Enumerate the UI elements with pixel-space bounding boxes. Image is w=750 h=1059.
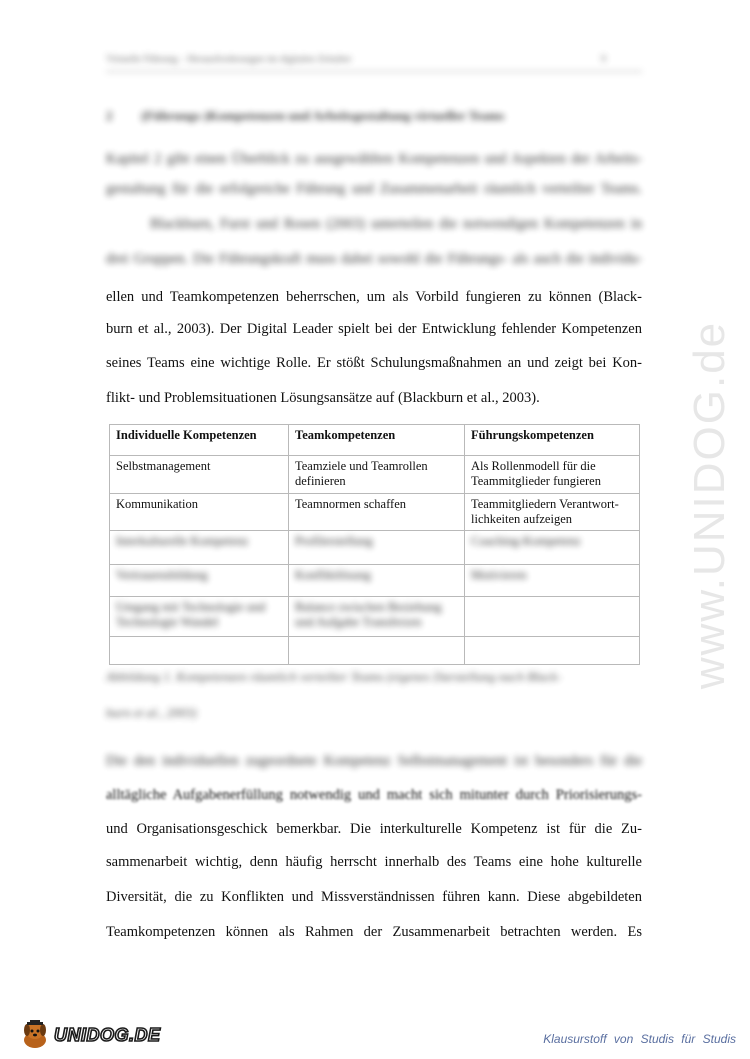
- paragraph-line: Diversität, die zu Konflikten und Missverständnissen führen kann. Diese abgebildeten: [106, 889, 642, 905]
- watermark-text: www.UNIDOG.de: [685, 320, 735, 690]
- table-cell: Teamziele und Teamrollen definieren: [289, 456, 465, 494]
- paragraph-line: flikt- und Problemsituationen Lösungsansätze auf (Blackburn et al., 2003).: [106, 390, 540, 406]
- competence-table: [109, 424, 640, 665]
- table-cell: [465, 637, 640, 665]
- section-title: (Führungs-)Kompetenzen und Arbeitsgestaltung virtueller Teams: [141, 108, 505, 123]
- table-header-cell: Teamkompetenzen: [289, 425, 465, 456]
- table-cell: Motivieren: [465, 565, 640, 597]
- unidog-logo[interactable]: [18, 1018, 161, 1052]
- footer-tagline: Klausurstoff von Studis für Studis: [543, 1032, 736, 1046]
- table-header-row: [110, 425, 640, 456]
- watermark: [680, 270, 740, 740]
- paragraph-line: Teamkompetenzen können als Rahmen der Zusammenarbeit betrachten werden. Es: [106, 924, 642, 940]
- caption-line: burn et al., 2003): [106, 705, 197, 720]
- paragraph-line: gestaltung für die erfolgreiche Führung und Zusammenarbeit räumlich verteilter Teams.: [106, 181, 642, 197]
- paragraph-line: Die den individuellen zugeordnete Kompetenz Selbstmanagement ist besonders für die: [106, 753, 642, 769]
- table-cell: Als Rollenmodell für die Teammitglieder fungieren: [465, 456, 640, 494]
- table-cell: [289, 637, 465, 665]
- table-cell: Selbstmanagement: [110, 456, 289, 494]
- caption-line: Abbildung 1. Kompetenzen räumlich verteilter Teams (eigenes Darstellung nach Black-: [106, 669, 562, 684]
- table-row: [110, 456, 640, 494]
- logo-text: UNIDOG.DE: [54, 1024, 161, 1045]
- table-row: [110, 637, 640, 665]
- table-header-cell: Führungskompetenzen: [465, 425, 640, 456]
- paragraph-line: Kapitel 2 gibt einen Überblick zu ausgewählten Kompetenzen und Aspekten der Arbeits-: [106, 151, 642, 167]
- header-divider: [106, 71, 642, 72]
- table-cell: [110, 637, 289, 665]
- table-cell: Profilerstellung: [289, 531, 465, 565]
- page-number: 9: [601, 54, 606, 65]
- paragraph-line: drei Gruppen. Die Führungskraft muss dabei sowohl die Führungs- als auch die individu-: [106, 251, 642, 267]
- table-cell: Balance zwischen Beziehung und Aufgabe Transferzen: [289, 597, 465, 637]
- table-cell: Vertrauensbildung: [110, 565, 289, 597]
- running-header: [106, 52, 642, 70]
- paragraph-line: sammenarbeit wichtig, denn häufig herrscht innerhalb des Teams eine hohe kulturelle: [106, 854, 642, 870]
- paragraph-line: ellen und Teamkompetenzen beherrschen, um als Vorbild fungieren zu können (Black-: [106, 289, 642, 305]
- paragraph-line: seines Teams eine wichtige Rolle. Er stößt Schulungsmaßnahmen an und zeigt bei Kon-: [106, 355, 642, 371]
- paragraph-line: burn et al., 2003). Der Digital Leader spielt bei der Entwicklung fehlender Kompetenzen: [106, 321, 642, 337]
- table-row: [110, 597, 640, 637]
- paragraph-line: Blackburn, Furst und Rosen (2003) unterteilen die notwendigen Kompetenzen in: [150, 216, 642, 232]
- table-cell: Coaching-Kompetenz: [465, 531, 640, 565]
- table-row: [110, 531, 640, 565]
- figure-caption: [106, 668, 642, 722]
- paragraph-line: alltägliche Aufgabenerfüllung notwendig und macht sich mitunter durch Priorisierungs-: [106, 787, 642, 803]
- table-cell: Konfliktlösung: [289, 565, 465, 597]
- running-title: Virtuelle Führung – Herausforderungen im digitalen Zeitalter: [106, 54, 352, 65]
- table-cell: Teammitgliedern Verantwort-lichkeiten aufzeigen: [465, 494, 640, 531]
- dog-icon: [18, 1020, 52, 1050]
- table-cell: Umgang mit Technologie und Technologie Wandel: [110, 597, 289, 637]
- table-cell: Interkulturelle Kompetenz: [110, 531, 289, 565]
- table-header-cell: Individuelle Kompetenzen: [110, 425, 289, 456]
- table-row: [110, 565, 640, 597]
- section-heading: [106, 108, 504, 124]
- table-row: [110, 494, 640, 531]
- table-cell: Kommunikation: [110, 494, 289, 531]
- table-cell: [465, 597, 640, 637]
- section-number: 2: [106, 108, 113, 123]
- paragraph-line: und Organisationsgeschick bemerkbar. Die interkulturelle Kompetenz ist für die Zu-: [106, 821, 642, 837]
- table-cell: Teamnormen schaffen: [289, 494, 465, 531]
